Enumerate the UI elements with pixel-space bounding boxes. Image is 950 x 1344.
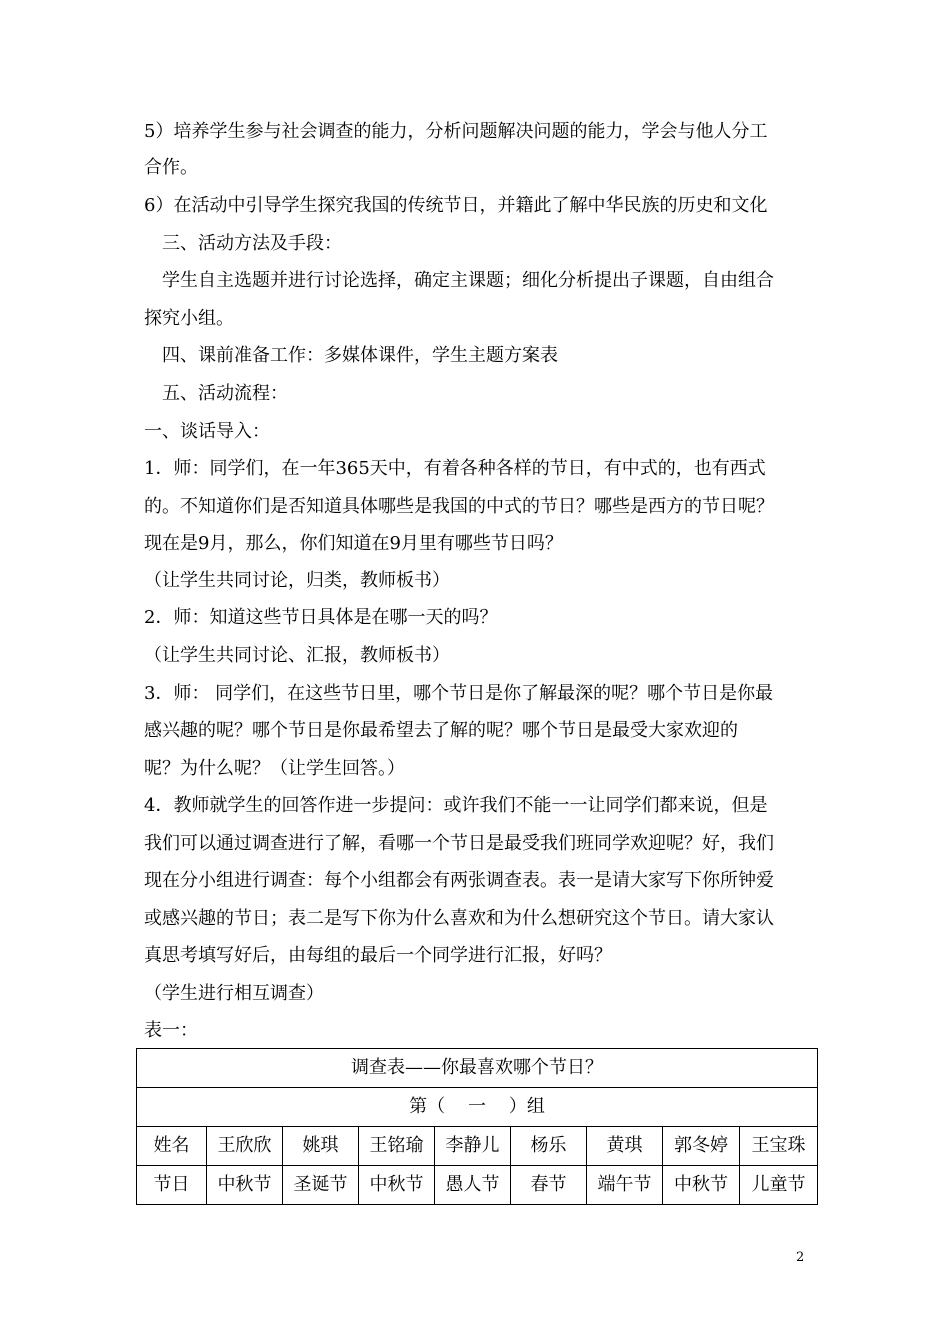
table-title-row	[137, 1049, 818, 1088]
name-cell: 郭冬婷	[663, 1127, 740, 1166]
festival-cell: 春节	[511, 1166, 587, 1205]
name-cell: 王宝珠	[740, 1127, 818, 1166]
text-line: 1．师：同学们，在一年365天中，有着各种各样的节日，有中式的，也有西式	[144, 458, 766, 479]
text-line: 或感兴趣的节日；表二是写下你为什么喜欢和为什么想研究这个节日。请大家认	[144, 908, 774, 929]
name-cell: 李静儿	[435, 1127, 511, 1166]
festival-cell: 中秋节	[663, 1166, 740, 1205]
name-cell: 姚琪	[283, 1127, 359, 1166]
section-heading: 四、课前准备工作：多媒体课件，学生主题方案表	[162, 345, 558, 366]
survey-table	[136, 1048, 818, 1205]
text-line: 真思考填写好后，由每组的最后一个同学进行汇报，好吗？	[144, 945, 612, 966]
text-line: （让学生共同讨论、汇报，教师板书）	[144, 645, 450, 666]
festival-cell: 愚人节	[435, 1166, 511, 1205]
section-heading: 三、活动方法及手段：	[162, 233, 342, 254]
text-line: 探究小组。	[144, 308, 234, 329]
table-group-label: 第（ 一 ）组	[137, 1088, 818, 1127]
text-line: 合作。	[144, 157, 198, 178]
table-row-festivals	[137, 1166, 818, 1205]
text-line: 学生自主选题并进行讨论选择，确定主课题；细化分析提出子课题，自由组合	[162, 270, 774, 291]
name-cell: 杨乐	[511, 1127, 587, 1166]
text-line: 感兴趣的呢？哪个节日是你最希望去了解的呢？哪个节日是最受大家欢迎的	[144, 720, 738, 741]
text-line: 6）在活动中引导学生探究我国的传统节日，并籍此了解中华民族的历史和文化	[144, 195, 768, 216]
text-line: 呢？为什么呢？（让学生回答。）	[144, 758, 405, 779]
name-cell: 王欣欣	[207, 1127, 283, 1166]
name-cell: 黄琪	[587, 1127, 663, 1166]
page-number: 2	[796, 1250, 805, 1265]
section-heading: 五、活动流程：	[162, 383, 288, 404]
festival-cell: 圣诞节	[283, 1166, 359, 1205]
section-heading: 一、谈话导入：	[144, 421, 270, 442]
festival-header-cell: 节日	[137, 1166, 207, 1205]
table-caption: 表一：	[144, 1020, 198, 1041]
festival-cell: 儿童节	[740, 1166, 818, 1205]
text-line: 我们可以通过调查进行了解，看哪一个节日是最受我们班同学欢迎呢？好，我们	[144, 833, 774, 854]
table-group-row	[137, 1088, 818, 1127]
festival-cell: 中秋节	[359, 1166, 435, 1205]
text-line: 现在分小组进行调查：每个小组都会有两张调查表。表一是请大家写下你所钟爱	[144, 870, 774, 891]
table-title: 调查表——你最喜欢哪个节日？	[137, 1049, 818, 1088]
text-line: 2．师：知道这些节日具体是在哪一天的吗？	[144, 607, 498, 628]
text-line: 的。不知道你们是否知道具体哪些是我国的中式的节日？哪些是西方的节日呢？	[144, 496, 774, 517]
text-line: 3．师： 同学们，在这些节日里，哪个节日是你了解最深的呢？哪个节日是你最	[144, 683, 774, 704]
text-line: 5）培养学生参与社会调查的能力，分析问题解决问题的能力，学会与他人分工	[144, 121, 768, 142]
text-line: 4．教师就学生的回答作进一步提问：或许我们不能一一让同学们都来说，但是	[144, 795, 768, 816]
table-row-names	[137, 1127, 818, 1166]
name-cell: 王铭瑜	[359, 1127, 435, 1166]
text-line: 现在是9月，那么，你们知道在9月里有哪些节日吗？	[144, 533, 563, 554]
text-line: （让学生共同讨论，归类，教师板书）	[144, 570, 450, 591]
text-line: （学生进行相互调查）	[144, 983, 324, 1004]
festival-cell: 中秋节	[207, 1166, 283, 1205]
festival-cell: 端午节	[587, 1166, 663, 1205]
name-header-cell: 姓名	[137, 1127, 207, 1166]
